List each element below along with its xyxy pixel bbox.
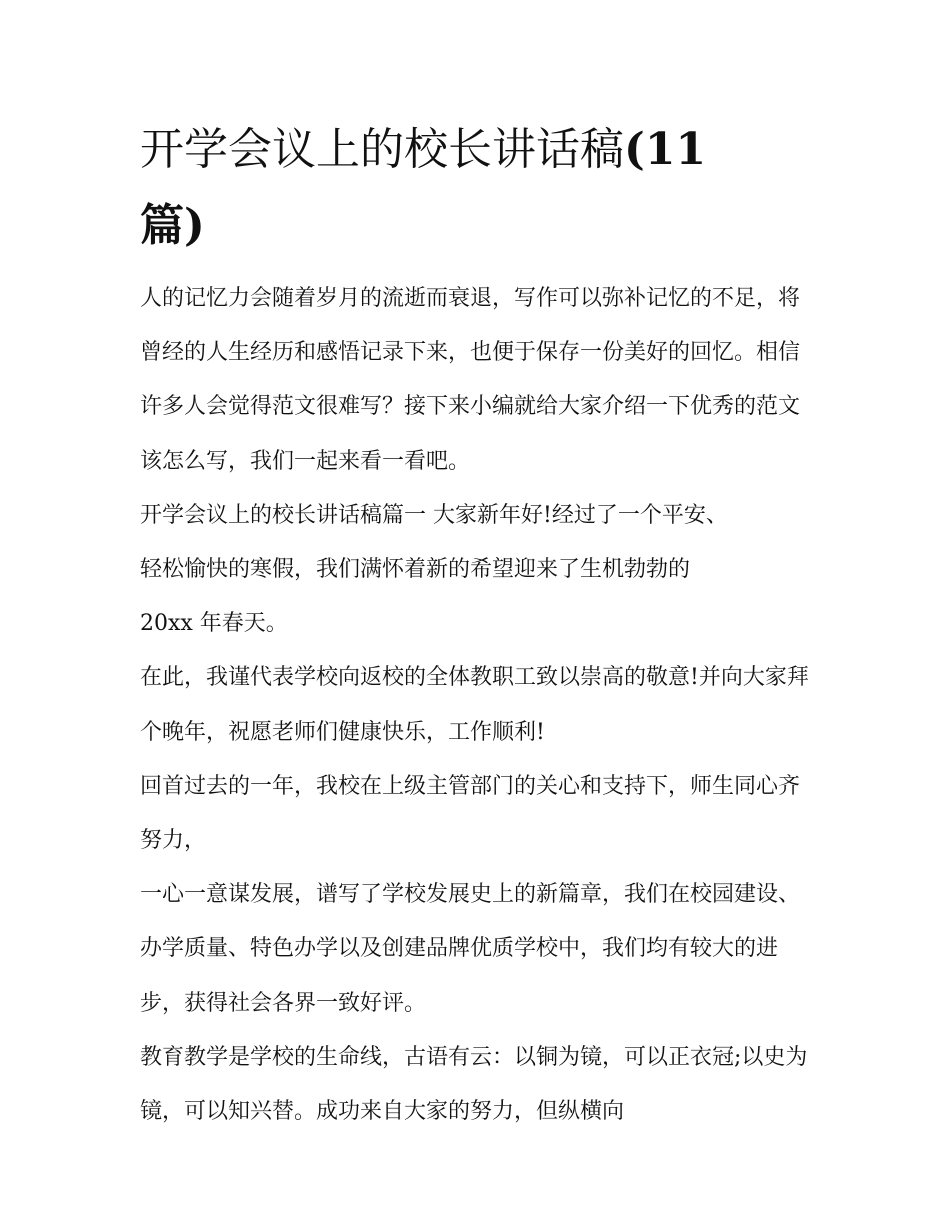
paragraph-section-one-opening: 开学会议上的校长讲话稿篇一 大家新年好!经过了一个平安、 [140, 502, 728, 528]
document-title [140, 112, 820, 264]
paragraph-greetings: 在此，我谨代表学校向返校的全体教职工致以崇高的敬意!并向大家拜个晚年，祝愿老师们健康快乐，工作顺利! [140, 665, 809, 745]
title-count: 11 [644, 124, 707, 175]
paragraph-intro: 人的记忆力会随着岁月的流逝而衰退，写作可以弥补记忆的不足，将曾经的人生经历和感悟记录下来，也便于保存一份美好的回忆。相信许多人会觉得范文很难写？接下来小编就给大家介绍一下优秀的范文该怎么写，我们一起来看一看吧。 [140, 286, 801, 474]
paragraph-development: 一心一意谋发展，谱写了学校发展史上的新篇章，我们在校园建设、办学质量、特色办学以及创建品牌优质学校中，我们均有较大的进步，获得社会各界一致好评。 [140, 882, 801, 1016]
paragraph-education: 教育教学是学校的生命线，古语有云：以铜为镜，可以正衣冠;以史为镜，可以知兴替。成功来自大家的努力，但纵横向 [140, 1044, 808, 1125]
paragraph-spring-year: 20xx 年春天。 [140, 611, 288, 637]
paragraph-winter-break: 轻松愉快的寒假，我们满怀着新的希望迎来了生机勃勃的 [140, 557, 691, 583]
title-line2: 篇) [140, 200, 205, 251]
paragraph-review: 回首过去的一年，我校在上级主管部门的关心和支持下，师生同心齐努力， [140, 773, 801, 854]
title-text: 开学会议上的校长讲话稿 [140, 124, 624, 175]
title-paren-open: ( [624, 124, 645, 175]
document-body [140, 272, 820, 1139]
